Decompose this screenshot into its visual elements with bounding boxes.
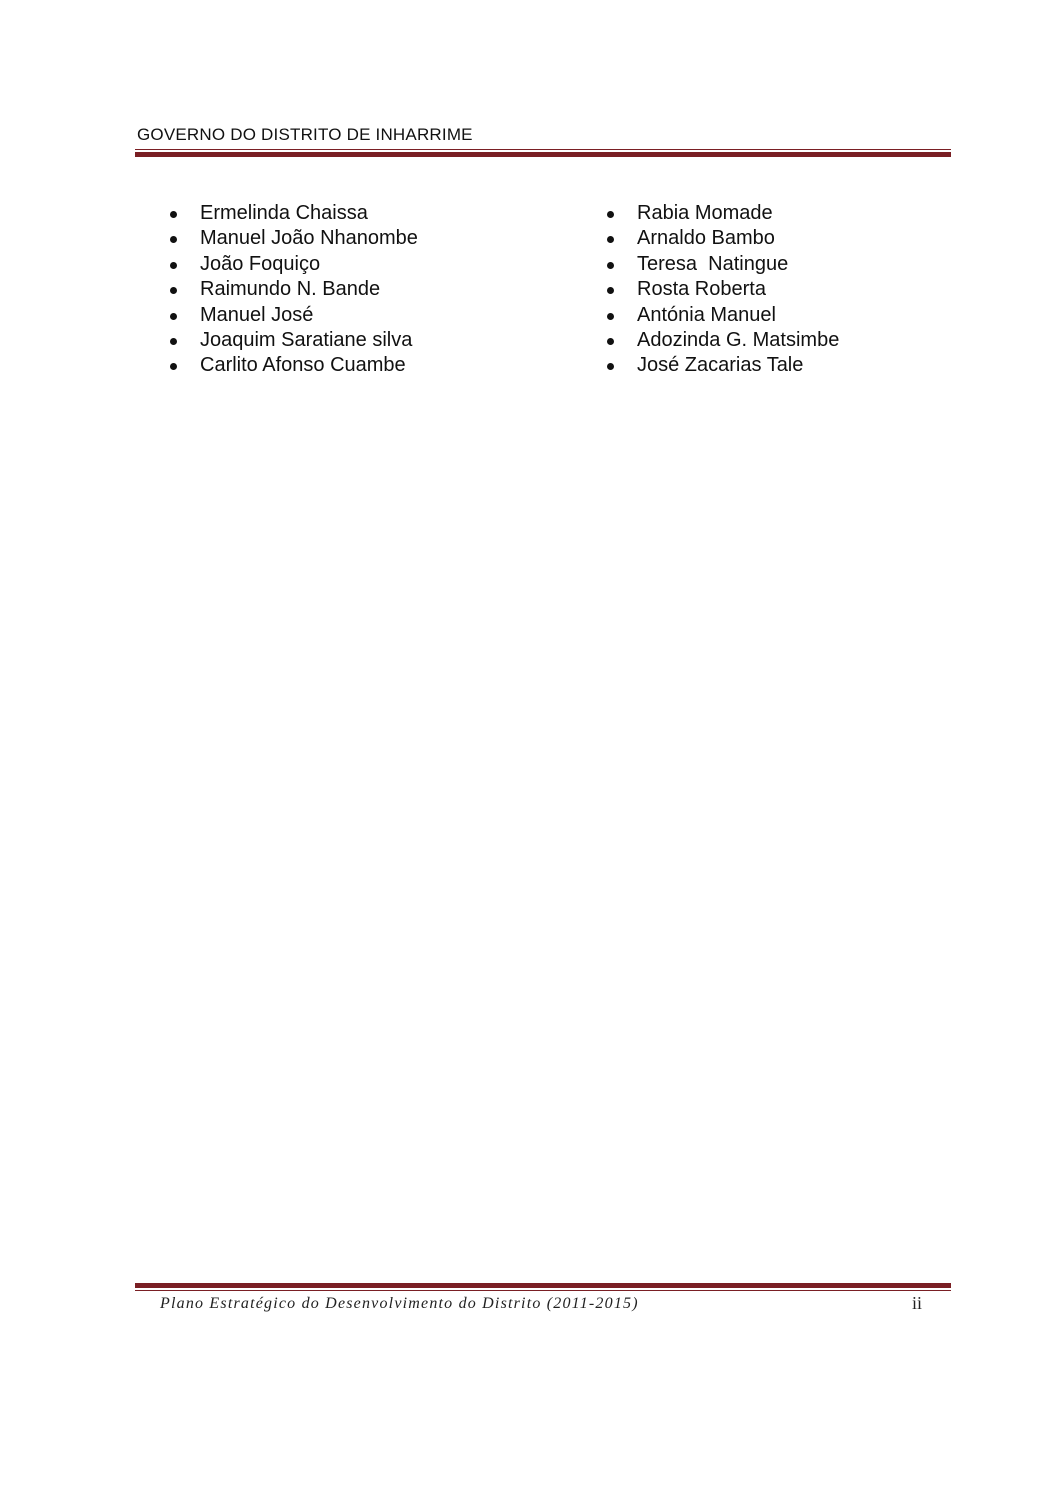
footer-document-title: Plano Estratégico do Desenvolvimento do Distrito (2011-2015) xyxy=(160,1295,639,1312)
document-header-title: GOVERNO DO DISTRITO DE INHARRIME xyxy=(137,125,473,144)
list-item-text: Carlito Afonso Cuambe xyxy=(200,354,406,377)
bullet-icon xyxy=(170,338,177,345)
list-item-text: Adozinda G. Matsimbe xyxy=(637,328,840,351)
list-item xyxy=(166,353,418,378)
list-item-text: Raimundo N. Bande xyxy=(200,278,381,301)
list-item xyxy=(603,303,839,328)
list-item-text: Joaquim Saratiane silva xyxy=(200,328,413,351)
list-item xyxy=(166,201,418,226)
bullet-icon xyxy=(607,287,614,294)
header-rule-thin-line xyxy=(135,149,951,150)
bullet-icon xyxy=(607,236,614,243)
list-item-text: João Foquiço xyxy=(200,252,321,275)
list-item-text: Arnaldo Bambo xyxy=(637,227,775,250)
list-item-text: Manuel José xyxy=(200,303,314,326)
list-item xyxy=(603,252,839,277)
bullet-icon xyxy=(607,338,614,345)
footer-rule-thick-line xyxy=(135,1283,951,1288)
list-item xyxy=(603,201,839,226)
page-number: ii xyxy=(912,1293,923,1313)
list-item xyxy=(166,328,418,353)
header-rule xyxy=(135,149,951,157)
list-item-text: Teresa Natingue xyxy=(637,252,789,275)
bullet-icon xyxy=(607,211,614,218)
footer-rule-thin-line xyxy=(135,1290,951,1291)
list-item-text: Antónia Manuel xyxy=(637,303,776,326)
bullet-icon xyxy=(170,262,177,269)
bullet-icon xyxy=(607,313,614,320)
header-rule-thick-line xyxy=(135,152,951,157)
names-list-right xyxy=(603,201,839,379)
list-item xyxy=(166,226,418,251)
list-item-text: Manuel João Nhanombe xyxy=(200,227,418,250)
list-item xyxy=(603,328,839,353)
list-item xyxy=(603,277,839,302)
bullet-icon xyxy=(607,262,614,269)
list-item xyxy=(603,353,839,378)
list-item-text: Ermelinda Chaissa xyxy=(200,202,368,224)
names-list-left xyxy=(166,201,418,379)
list-item-text: Rosta Roberta xyxy=(637,278,766,301)
bullet-icon xyxy=(170,363,177,370)
list-item xyxy=(166,277,418,302)
bullet-icon xyxy=(170,211,177,218)
list-item-text: José Zacarias Tale xyxy=(637,354,804,377)
list-item-text: Rabia Momade xyxy=(637,202,773,224)
bullet-icon xyxy=(607,363,614,370)
bullet-icon xyxy=(170,313,177,320)
list-item xyxy=(166,303,418,328)
list-item xyxy=(603,226,839,251)
list-item xyxy=(166,252,418,277)
bullet-icon xyxy=(170,236,177,243)
footer-rule xyxy=(135,1283,951,1291)
bullet-icon xyxy=(170,287,177,294)
